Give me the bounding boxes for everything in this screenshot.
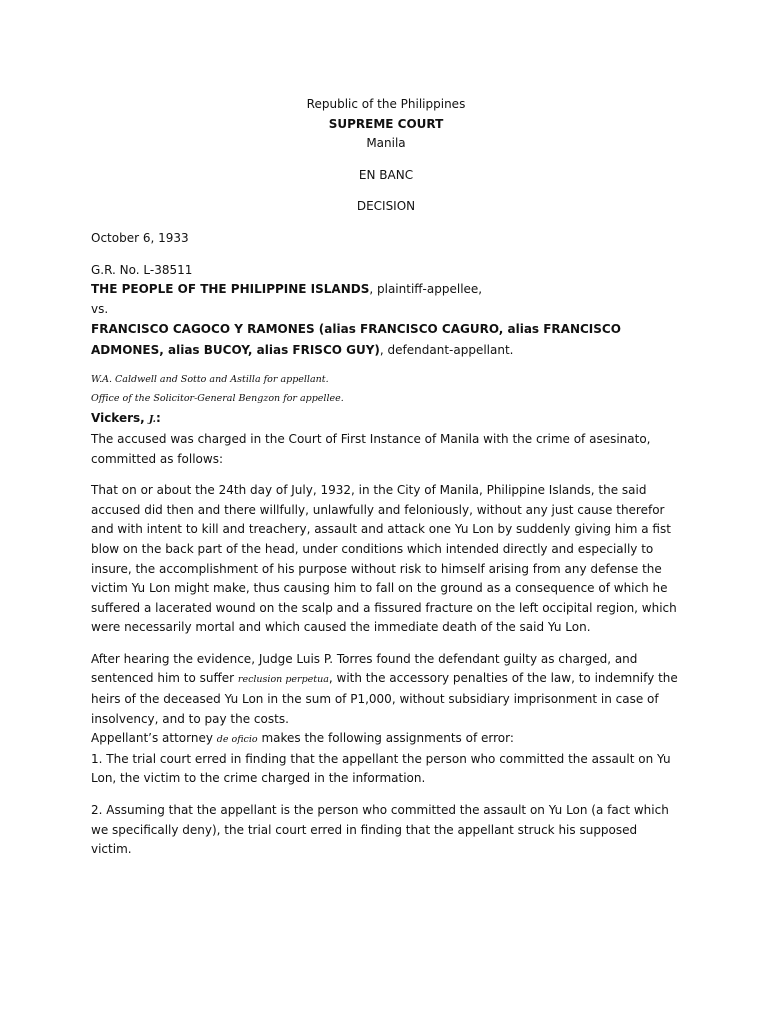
plaintiff-role: , plaintiff-appellee, [369, 282, 483, 297]
court-name: SUPREME COURT [328, 116, 444, 131]
ponente-name: Vickers, [91, 411, 149, 426]
gr-number: G.R. No. L-38511 [91, 262, 193, 277]
division-label: EN BANC [358, 167, 414, 182]
error-2: 2. Assuming that the appellant is the person who committed the assault on Yu Lon (a fact which we specifically deny), the trial court erred in finding that the appellant struck his supposed victim. [91, 803, 669, 857]
document-page [91, 95, 681, 860]
sentence-text-b: , with the accessory penalties of the law, to indemnify the heirs of the deceased Yu Lon in the sum of P1,000, without subsidiary imprisonment in case of insolvency, and to pay the costs. [91, 671, 678, 726]
sentence-text-a: After hearing the evidence, Judge Luis P. Torres found the defendant guilty as charged, and sentenced him to suffer [91, 651, 638, 686]
paragraph-assignments [91, 729, 681, 750]
assignments-text-a: Appellant’s attorney [91, 731, 217, 746]
ponente-title: J. [148, 414, 156, 426]
assignments-term: de oficio [216, 734, 258, 746]
defendant-line [91, 319, 681, 361]
counsel-appellee: Office of the Solicitor-General Bengzon for appellee. [91, 393, 344, 405]
decision-date: October 6, 1933 [91, 230, 189, 245]
republic-line: Republic of the Philippines [306, 97, 466, 111]
counsel-appellant: W.A. Caldwell and Sotto and Astilla for appellant. [91, 374, 329, 386]
versus: vs. [91, 301, 109, 316]
paragraph-charge: The accused was charged in the Court of First Instance of Manila with the crime of asesinato, committed as follows: [91, 431, 651, 466]
paragraph-sentence [91, 650, 681, 729]
error-1: 1. The trial court erred in finding that the appellant the person who committed the assault on Yu Lon, the victim to the crime charged in the information. [91, 751, 671, 786]
plaintiff-name: THE PEOPLE OF THE PHILIPPINE ISLANDS [91, 282, 370, 297]
ponente-colon: : [155, 411, 161, 426]
court-city: Manila [366, 136, 406, 151]
defendant-role: , defendant-appellant. [379, 343, 514, 358]
plaintiff-line [91, 280, 681, 300]
paragraph-information: That on or about the 24th day of July, 1932, in the City of Manila, Philippine Islands, the said accused did then and there willfully, unlawfully and feloniously, without any just cause therefor and with intent to kill and treachery, assault and attack one Yu Lon by suddenly giving him a fist blow on the back part of the head, under conditions which intended directly and especially to insure, the accomplishment of his purpose without risk to himself arising from any defense the victim Yu Lon might make, thus causing him to fall on the ground as a consequence of which he suffered a lacerated wound on the scalp and a fissured fracture on the left occipital region, which were necessarily mortal and which caused the immediate death of the said Yu Lon. [91, 483, 677, 635]
ponente-line [91, 409, 681, 430]
sentence-term: reclusion perpetua [237, 674, 329, 686]
assignments-text-b: makes the following assignments of error: [257, 731, 514, 746]
defendant-name: FRANCISCO CAGOCO Y RAMONES (alias FRANCISCO CAGURO, alias FRANCISCO ADMONES, alias BUCOY, alias FRISCO GUY) [91, 322, 621, 358]
document-type: DECISION [356, 199, 416, 214]
